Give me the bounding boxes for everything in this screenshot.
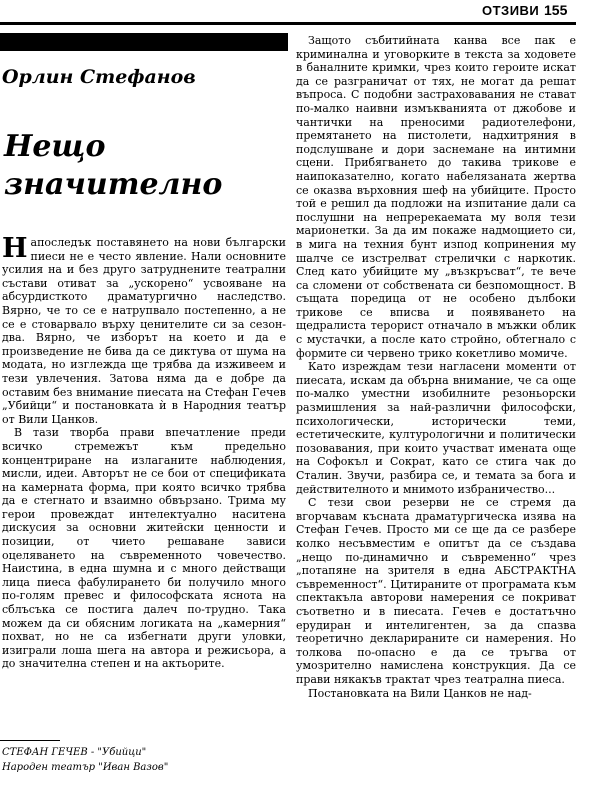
page-number: 155 <box>544 2 568 18</box>
credits-rule <box>0 740 60 741</box>
left-column <box>2 233 286 671</box>
paragraph <box>2 233 286 426</box>
paragraph: В тази творба прави впечатление преди всичко стремежът към предельно концентриране на излаганите наблюдения, мисли, идеи. Авторът не се бои от спецификата на камерната форма, при която всичко трябва да е стегнато и взаимно обвързано. Трима му герои провеждат интелектуално наситена дискусия за основни житейски ценности и позиции, от чието решаване зависи оцеляването на съвременното човечество. Наистина, в една шумна и с много действащи лица пиеса фабулирането би получило много по-голям превес и философската яснота на сблъсъка се постига далеч по-трудно. Така можем да си обясним логиката на „камерния“ похват, но не са избегнати други уловки, изиграли лоша шега на автора и режисьора, а до значителна степен и на актьорите. <box>2 426 286 671</box>
credit-theatre: Народен театър "Иван Вазов" <box>2 762 169 773</box>
decorative-bar <box>0 33 288 51</box>
header-rule <box>0 22 576 25</box>
author-name: Орлин Стефанов <box>2 66 196 88</box>
paragraph: Като изреждам тези нагласени моменти от пиесата, искам да обърна внимание, че са още по-малко уместни изобилните резоньорски размишления за най-различни философски, психологически, исторически теми, естетическите, културологични и политически позовавания, при които участват имената още на Софокъл и Сократ, като се стига чак до Сталин. Звучи, разбира се, и темата за бога и действителното и мнимото избраничество... <box>296 360 576 496</box>
section-label: ОТЗИВИ <box>482 3 540 18</box>
production-credits <box>2 745 292 775</box>
article-title: Нещо значително <box>4 129 223 202</box>
paragraph: Защото събитийната канва все пак е криминална и уговорките в текста за ходовете в баналните кримки, чрез които героите искат да се разграничат от тях, не могат да решат въпроса. С подобни застраховавания не стават по-малко наивни измъкванията от джобове и чантички на преносими радиотелефони, премятането на пистолети, надхитряния в подслушване и дори заснемане на интимни сцени. Прибягването до такива трикове е наипоказателно, когато набелязаната жертва се оказва върховния шеф на убийците. Просто той е решил да подложи на изпитание дали са послушни на непререкаемата му воля тези марионетки. За да им покаже надмощието си, в мига на техния бунт изпод копринения му шалче се изстрелват стрелички с наркотик. След като убийците му „възкръсват“, те вече са сломени от собствената си безпомощност. В същата поредица от не особено дълбоки трикове се вписва и появяването на щедралиста терорист отначало в мъжки облик с мустачки, а после като стройно, обтегнало с формите си червено трико кокетливо момиче. <box>296 34 576 360</box>
right-column <box>296 34 576 700</box>
paragraph-text: апоследък поставянето на нови български пиеси не е често явление. Нали основните усилия на и без друго затруднените театрални състави отиват за „ускорено“ усвояване на абсурдисткото драматургично наследство. Вярно, че то се е натрупвало постепенно, а не се е стоварвало върху ценителите си за сезон-два. Вярно, че изборът на което и да е произведение не бива да се диктува от шума на модата, но изглежда ще трябва да изживеем и тези увлечения. Затова няма да е добре да оставим без внимание пиесата на Стефан Гечев „Убийци“ и постановката ѝ в Народния театър от Вили Цанков. <box>2 236 286 426</box>
page-header <box>0 0 600 22</box>
drop-cap: Н <box>2 233 28 264</box>
credit-play: СТЕФАН ГЕЧЕВ - "Убийци" <box>2 747 147 758</box>
paragraph: Постановката на Вили Цанков не над- <box>308 686 532 700</box>
paragraph: С тези свои резерви не се стремя да вгорчавам късната драматургическа изява на Стефан Гечев. Просто ми се ще да се разбере колко несъвместим е опитът да се създава „нещо по-динамично и съвременно“ чрез „потапяне на зрителя в една АБСТРАКТНА съвременност“. Цитираните от програмата към спектакъла авторови намерения се покриват съответно и в пиесата. Гечев е достатъчно ерудиран и интелигентен, за да спазва теоретично декларираните си намерения. Но толкова по-опасно е да се тръгва от умозрително намислена конструкция. Да се прави някакъв трактат чрез театрална пиеса. <box>296 496 576 686</box>
